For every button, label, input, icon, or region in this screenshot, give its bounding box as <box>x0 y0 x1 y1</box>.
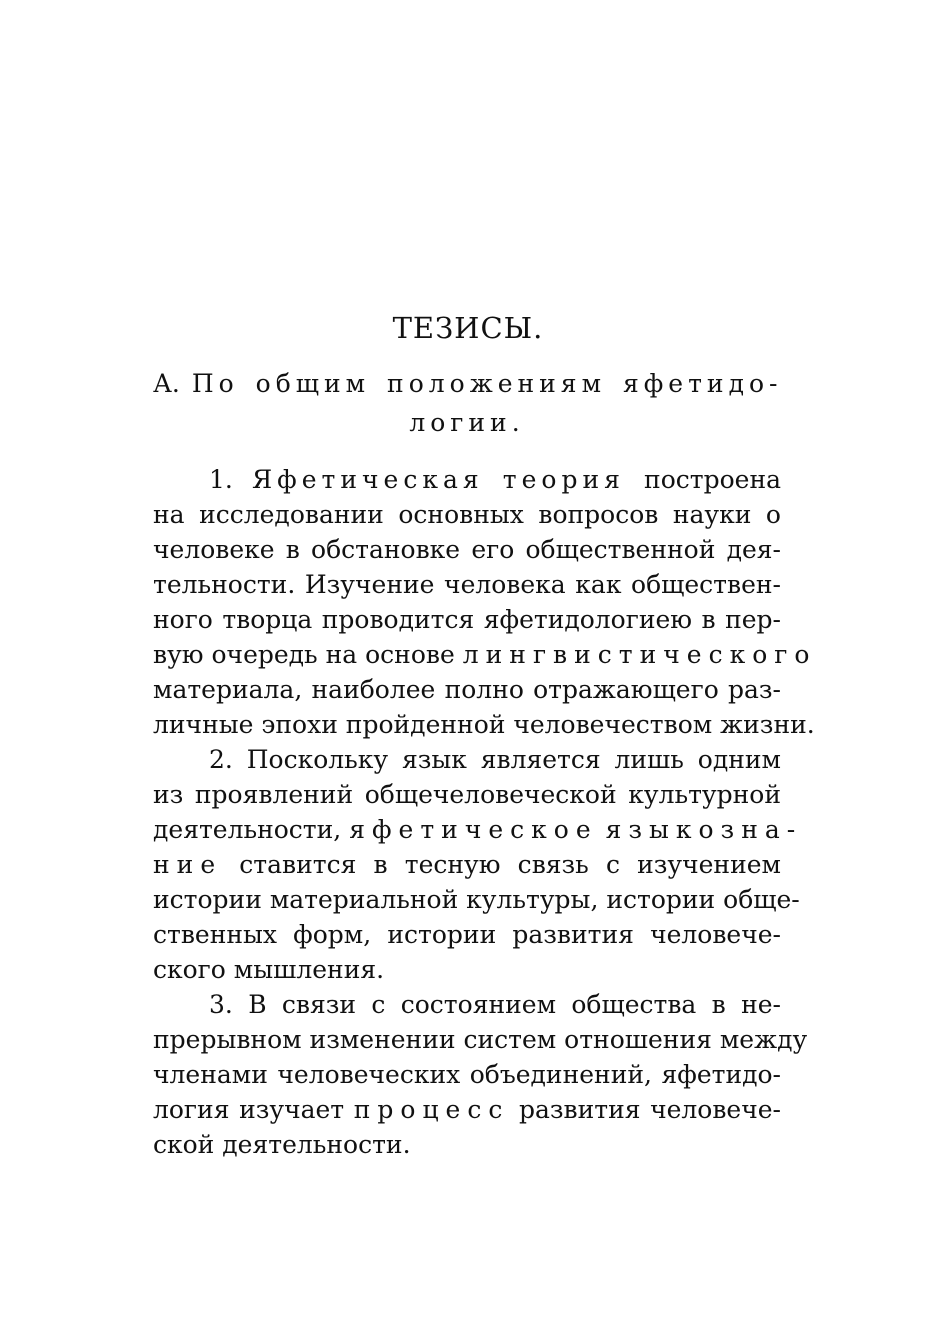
paragraph-2-line-2: из проявлений общечеловеческой культурной <box>153 780 781 809</box>
section-heading-line-1 <box>153 366 781 401</box>
page-title: ТЕЗИСЫ. <box>392 311 544 345</box>
text-span: ставится в тесную связь с изучением <box>239 850 781 879</box>
paragraph-2-line-1: 2. Поскольку язык является лишь одним <box>209 745 781 774</box>
section-marker: А. <box>153 369 180 398</box>
paragraph-1-line-8: личные эпохи пройденной человечеством жизни. <box>153 710 815 739</box>
paragraph-1-line-4: тельности. Изучение человека как обществен- <box>153 570 781 599</box>
paragraph-3-line-4 <box>153 1092 781 1127</box>
text-span: вую очередь на основе <box>153 640 455 669</box>
paragraph-2-line-6: ственных форм, истории развития человече- <box>153 920 781 949</box>
paragraph-1-line-2: на исследовании основных вопросов науки о <box>153 500 781 529</box>
paragraph-2-line-7: ского мышления. <box>153 955 385 984</box>
paragraph-2-line-5: истории материальной культуры, истории обще- <box>153 885 800 914</box>
paragraph-3-line-3: членами человеческих объединений, яфетидо- <box>153 1060 781 1089</box>
paragraph-3-line-5: ской деятельности. <box>153 1130 411 1159</box>
emphasis-word: теория <box>502 465 625 494</box>
paragraph-1-line-5: ного творца проводится яфетидологиею в пер- <box>153 605 781 634</box>
text-span: развития человече- <box>518 1095 781 1124</box>
paragraph-1-line-7: материала, наиболее полно отражающего раз- <box>153 675 781 704</box>
section-heading-line-2: логии. <box>409 408 525 437</box>
paragraph-2-line-4 <box>153 847 781 882</box>
paragraph-3-line-2: прерывном изменении систем отношения между <box>153 1025 808 1054</box>
section-heading-text: По общим положениям яфетидо- <box>191 369 783 398</box>
paragraph-2-line-3 <box>153 812 803 847</box>
text-span: логия изучает <box>153 1095 345 1124</box>
emphasis-word: яфетическое <box>349 815 598 844</box>
thesis-number: 1. <box>209 465 233 494</box>
emphasis-word: ние <box>153 850 223 879</box>
paragraph-1-line-6 <box>153 637 817 672</box>
paragraph-1-line-3: человеке в обстановке его общественной дея- <box>153 535 781 564</box>
emphasis-word: лингвистического <box>462 640 817 669</box>
paragraph-1-line-1 <box>153 462 781 497</box>
emphasis-word: процесс <box>353 1095 510 1124</box>
paragraph-3-line-1: 3. В связи с состоянием общества в не- <box>209 990 781 1019</box>
text-span: деятельности, <box>153 815 342 844</box>
emphasis-word: Яфетическая <box>251 465 484 494</box>
emphasis-word: языкозна- <box>605 815 803 844</box>
text-span: построена <box>644 465 782 494</box>
